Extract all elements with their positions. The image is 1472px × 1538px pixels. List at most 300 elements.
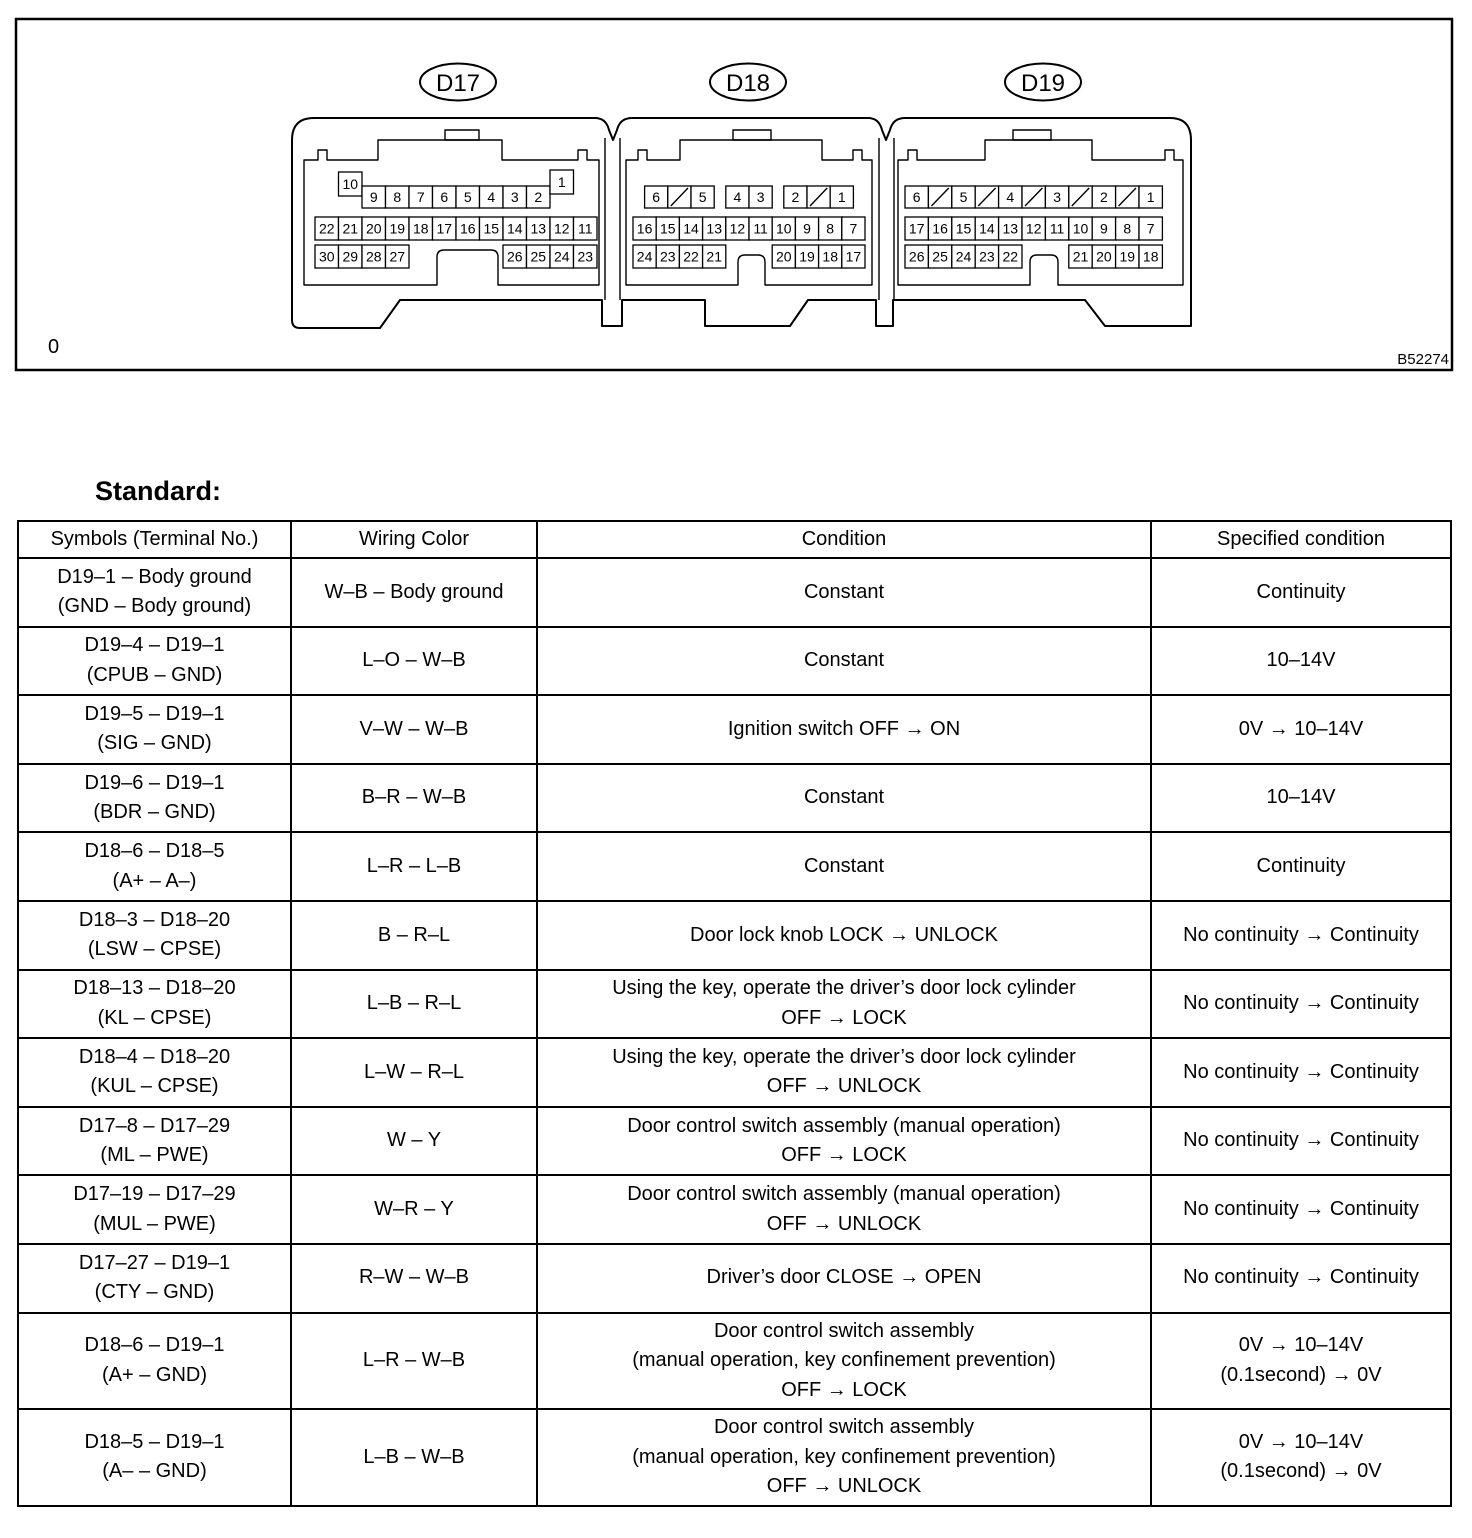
terminal-number: 13: [706, 220, 722, 237]
condition-cell-line: Ignition switch OFF → ON: [727, 717, 961, 740]
terminal-d19-18: [1139, 245, 1162, 268]
terminal-number: 15: [955, 220, 972, 237]
symbols-cell: [18, 1313, 291, 1410]
connector-label-text: D17: [435, 70, 481, 97]
symbols-cell: [18, 1175, 291, 1244]
condition-cell-line: OFF → LOCK: [781, 1006, 907, 1029]
latch-d18: [733, 130, 771, 140]
terminal-d18-13: [703, 217, 726, 240]
terminal-d19-26: [905, 245, 928, 268]
specified-condition-cell-line: 0V → 10–14V: [1238, 717, 1364, 740]
terminal-d18-8: [819, 217, 842, 240]
unused-cavity: [1116, 186, 1139, 208]
terminal-number: 23: [660, 248, 676, 265]
terminal-d17-1: [550, 170, 574, 194]
terminal-d19-1: [1139, 186, 1162, 208]
terminal-number: 5: [959, 189, 968, 205]
terminal-d17-11: [574, 217, 598, 240]
specified-condition-cell: [1151, 695, 1451, 764]
terminal-number: 2: [791, 189, 800, 205]
table-row: [18, 970, 1451, 1039]
symbols-cell: [18, 764, 291, 833]
connector-label-d18: [710, 64, 786, 101]
table-row: [18, 1038, 1451, 1107]
condition-cell-line: Using the key, operate the driver’s door lock cylinder: [612, 1045, 1076, 1068]
specified-condition-cell-line: No continuity → Continuity: [1183, 1129, 1419, 1152]
condition-cell-line: Door lock knob LOCK → UNLOCK: [690, 923, 998, 946]
table-row: [18, 1313, 1451, 1410]
condition-cell: [537, 1409, 1151, 1506]
terminal-number: 10: [1072, 220, 1089, 237]
wiring-color-cell: [291, 1313, 537, 1410]
condition-cell: [537, 1107, 1151, 1176]
specified-condition-cell-line: (0.1second) → 0V: [1220, 1363, 1382, 1386]
terminal-d19-20: [1092, 245, 1115, 268]
terminal-number: 12: [1025, 220, 1042, 237]
latch-d19: [1013, 130, 1051, 140]
symbols-cell: [18, 558, 291, 627]
terminal-number: 26: [506, 248, 523, 265]
specified-condition-cell: [1151, 627, 1451, 696]
symbols-cell-line: (GND – Body ground): [57, 595, 252, 618]
terminal-number: 18: [822, 248, 838, 265]
terminal-d18-4: [726, 186, 749, 208]
terminal-d18-16: [633, 217, 656, 240]
table-header-row: [18, 521, 1451, 558]
terminal-d18-6: [645, 186, 668, 208]
wiring-color-cell-line: L–B – R–L: [366, 992, 462, 1015]
terminal-d19-11: [1045, 217, 1068, 240]
terminal-number: 17: [845, 248, 862, 265]
specified-condition-cell: [1151, 1244, 1451, 1313]
terminal-number: 8: [393, 189, 402, 205]
terminal-d17-20: [362, 217, 386, 240]
wiring-color-cell: [291, 970, 537, 1039]
standard-table: [17, 520, 1452, 1507]
condition-cell: [537, 695, 1151, 764]
symbols-cell-line: (LSW – CPSE): [87, 938, 222, 961]
terminal-d17-9: [362, 186, 386, 208]
condition-cell: [537, 1244, 1151, 1313]
terminal-d18-3: [749, 186, 772, 208]
terminal-d18-24: [633, 245, 656, 268]
terminal-d17-24: [550, 245, 574, 268]
symbols-cell-line: D18–5 – D19–1: [84, 1430, 225, 1453]
symbols-cell-line: (A– – GND): [102, 1460, 207, 1483]
condition-cell-line: OFF → UNLOCK: [766, 1075, 922, 1098]
specified-condition-cell-line: No continuity → Continuity: [1183, 1060, 1419, 1083]
terminal-number: 7: [849, 220, 858, 237]
condition-cell-line: (manual operation, key confinement prevention): [632, 1349, 1056, 1372]
terminal-number: 24: [955, 248, 972, 265]
condition-cell-line: Constant: [803, 580, 885, 603]
terminal-d18-15: [656, 217, 679, 240]
connector-label-text: D18: [725, 70, 771, 97]
connector-diagram: [0, 0, 1472, 380]
condition-cell-line: Door control switch assembly (manual operation): [627, 1183, 1061, 1206]
connector-label-text: D19: [1020, 70, 1066, 97]
symbols-cell-line: (KL – CPSE): [97, 1006, 212, 1029]
terminal-d17-2: [527, 186, 551, 208]
terminal-number: 23: [577, 248, 594, 265]
terminal-d19-3: [1045, 186, 1068, 208]
terminal-d17-14: [503, 217, 527, 240]
terminal-number: 2: [1100, 189, 1108, 205]
terminal-number: 22: [683, 248, 699, 265]
condition-cell-line: OFF → UNLOCK: [766, 1475, 922, 1498]
symbols-cell-line: D18–6 – D19–1: [84, 1334, 225, 1357]
terminal-d19-23: [975, 245, 998, 268]
column-header-symbols: Symbols (Terminal No.): [18, 521, 291, 558]
corner-mark: 0: [48, 336, 60, 358]
terminal-number: 12: [553, 220, 570, 237]
specified-condition-cell: [1151, 764, 1451, 833]
terminal-d19-21: [1069, 245, 1092, 268]
wiring-color-cell-line: V–W – W–B: [359, 717, 469, 740]
terminal-d17-30: [315, 245, 339, 268]
specified-condition-cell: [1151, 1038, 1451, 1107]
terminal-number: 16: [932, 220, 948, 237]
wiring-color-cell: [291, 558, 537, 627]
terminal-d17-15: [480, 217, 504, 240]
terminal-number: 7: [1146, 220, 1155, 237]
terminal-d17-12: [550, 217, 574, 240]
terminal-d19-8: [1116, 217, 1139, 240]
terminal-number: 15: [483, 220, 500, 237]
terminal-d17-25: [527, 245, 551, 268]
terminal-d17-23: [574, 245, 598, 268]
table-body: [18, 558, 1451, 1506]
specified-condition-cell: [1151, 832, 1451, 901]
terminal-number: 8: [826, 220, 835, 237]
unused-cavity: [668, 186, 691, 208]
wiring-color-cell: [291, 1038, 537, 1107]
specified-condition-cell-line: 0V → 10–14V: [1238, 1334, 1364, 1357]
symbols-cell-line: (A+ – GND): [101, 1363, 208, 1386]
table-row: [18, 1175, 1451, 1244]
terminal-number: 18: [1142, 248, 1159, 265]
symbols-cell-line: D18–6 – D18–5: [84, 840, 225, 863]
terminal-d18-22: [679, 245, 702, 268]
condition-cell: [537, 901, 1151, 970]
symbols-cell: [18, 1038, 291, 1107]
terminal-d17-4: [480, 186, 504, 208]
specified-condition-cell-line: 10–14V: [1266, 786, 1336, 809]
terminal-number: 1: [1146, 189, 1155, 205]
condition-cell: [537, 558, 1151, 627]
terminal-d19-13: [999, 217, 1022, 240]
terminal-d18-18: [819, 245, 842, 268]
unused-cavity: [928, 186, 951, 208]
terminal-number: 24: [553, 248, 570, 265]
terminal-d19-19: [1116, 245, 1139, 268]
wiring-color-cell: [291, 1107, 537, 1176]
terminal-number: 4: [1006, 189, 1015, 205]
terminal-number: 8: [1123, 220, 1132, 237]
terminal-number: 30: [318, 248, 335, 265]
symbols-cell-line: (BDR – GND): [93, 801, 216, 824]
symbols-cell-line: (KUL – CPSE): [90, 1075, 219, 1098]
terminal-number: 5: [463, 189, 472, 205]
specified-condition-cell: [1151, 1175, 1451, 1244]
terminal-d19-2: [1092, 186, 1115, 208]
symbols-cell: [18, 832, 291, 901]
standard-heading: Standard:: [95, 476, 222, 506]
terminal-number: 19: [1119, 248, 1136, 265]
terminal-d17-5: [456, 186, 480, 208]
latch-d17: [445, 130, 479, 140]
unused-cavity: [1069, 186, 1092, 208]
terminal-d19-15: [952, 217, 975, 240]
terminal-d18-7: [842, 217, 865, 240]
terminal-number: 20: [365, 220, 382, 237]
specified-condition-cell-line: Continuity: [1256, 580, 1346, 603]
terminal-d17-10: [339, 172, 363, 196]
terminal-number: 23: [979, 248, 995, 265]
symbols-cell-line: D17–8 – D17–29: [78, 1114, 231, 1137]
wiring-color-cell-line: W–B – Body ground: [324, 580, 504, 603]
wiring-color-cell: [291, 1175, 537, 1244]
terminal-number: 20: [776, 248, 792, 265]
symbols-cell-line: (CTY – GND): [94, 1281, 215, 1304]
terminal-number: 9: [1100, 220, 1108, 237]
terminal-cells: [315, 170, 1162, 268]
connector-label-d19: [1005, 64, 1081, 101]
wiring-color-cell-line: W – Y: [386, 1129, 442, 1152]
specified-condition-cell: [1151, 1107, 1451, 1176]
specified-condition-cell: [1151, 1313, 1451, 1410]
table-row: [18, 1409, 1451, 1506]
terminal-d19-12: [1022, 217, 1045, 240]
terminal-number: 18: [412, 220, 429, 237]
terminal-d17-26: [503, 245, 527, 268]
column-header-condition: Condition: [537, 521, 1151, 558]
terminal-number: 9: [369, 189, 378, 205]
terminal-d17-8: [386, 186, 410, 208]
terminal-number: 24: [636, 248, 653, 265]
wiring-color-cell: [291, 901, 537, 970]
specified-condition-cell-line: 10–14V: [1266, 649, 1336, 672]
terminal-number: 2: [534, 189, 543, 205]
terminal-number: 22: [318, 220, 335, 237]
condition-cell-line: Using the key, operate the driver’s door lock cylinder: [612, 977, 1076, 1000]
terminal-number: 11: [577, 220, 593, 237]
terminal-d18-19: [795, 245, 818, 268]
terminal-number: 28: [365, 248, 382, 265]
connector-label-d17: [420, 64, 496, 101]
condition-cell-line: Constant: [803, 786, 885, 809]
condition-cell-line: OFF → LOCK: [781, 1378, 907, 1401]
symbols-cell: [18, 627, 291, 696]
specified-condition-cell-line: No continuity → Continuity: [1183, 923, 1419, 946]
terminal-number: 11: [1049, 220, 1065, 237]
terminal-number: 22: [1002, 248, 1019, 265]
terminal-d19-10: [1069, 217, 1092, 240]
symbols-cell-line: (MUL – PWE): [93, 1212, 216, 1235]
symbols-cell-line: D19–4 – D19–1: [84, 634, 225, 657]
table-row: [18, 1107, 1451, 1176]
condition-cell-line: Driver’s door CLOSE → OPEN: [706, 1266, 982, 1289]
terminal-d17-29: [339, 245, 363, 268]
terminal-number: 19: [799, 248, 815, 265]
specified-condition-cell: [1151, 970, 1451, 1039]
terminal-number: 26: [908, 248, 925, 265]
terminal-number: 14: [506, 220, 523, 237]
terminal-number: 29: [342, 248, 359, 265]
condition-cell: [537, 627, 1151, 696]
terminal-d17-27: [386, 245, 410, 268]
terminal-number: 10: [776, 220, 792, 237]
wiring-color-cell-line: B–R – W–B: [361, 786, 467, 809]
terminal-number: 12: [729, 220, 746, 237]
symbols-cell-line: (CPUB – GND): [86, 663, 223, 686]
terminal-d17-28: [362, 245, 386, 268]
unused-cavity: [1022, 186, 1045, 208]
symbols-cell: [18, 970, 291, 1039]
terminal-d19-25: [928, 245, 951, 268]
condition-cell-line: Door control switch assembly: [713, 1416, 975, 1439]
terminal-number: 25: [530, 248, 547, 265]
specified-condition-cell-line: No continuity → Continuity: [1183, 1266, 1419, 1289]
table-row: [18, 832, 1451, 901]
specified-condition-cell: [1151, 1409, 1451, 1506]
terminal-d18-1: [830, 186, 853, 208]
terminal-number: 15: [660, 220, 676, 237]
terminal-d18-14: [679, 217, 702, 240]
terminal-number: 3: [510, 189, 519, 205]
terminal-d18-2: [784, 186, 807, 208]
symbols-cell-line: (ML – PWE): [100, 1144, 209, 1167]
unused-cavity: [975, 186, 998, 208]
terminal-d17-21: [339, 217, 363, 240]
terminal-d18-9: [795, 217, 818, 240]
terminal-d17-19: [386, 217, 410, 240]
table-row: [18, 627, 1451, 696]
terminal-d19-17: [905, 217, 928, 240]
terminal-number: 6: [912, 189, 921, 205]
symbols-cell-line: (SIG – GND): [97, 732, 212, 755]
symbols-cell-line: D17–19 – D17–29: [73, 1183, 236, 1206]
specified-condition-cell: [1151, 558, 1451, 627]
table-row: [18, 901, 1451, 970]
terminal-d18-20: [772, 245, 795, 268]
symbols-cell-line: D18–4 – D18–20: [78, 1045, 231, 1068]
condition-cell-line: Door control switch assembly: [713, 1319, 975, 1342]
condition-cell-line: Door control switch assembly (manual operation): [627, 1114, 1061, 1137]
column-header-specified: Specified condition: [1151, 521, 1451, 558]
condition-cell: [537, 1313, 1151, 1410]
terminal-d19-7: [1139, 217, 1162, 240]
terminal-d17-18: [409, 217, 433, 240]
symbols-cell: [18, 901, 291, 970]
condition-cell: [537, 1038, 1151, 1107]
wiring-color-cell-line: L–B – W–B: [363, 1445, 465, 1468]
wiring-color-cell: [291, 1409, 537, 1506]
condition-cell-line: OFF → UNLOCK: [766, 1212, 922, 1235]
unused-cavity: [807, 186, 830, 208]
condition-cell-line: Constant: [803, 854, 885, 877]
terminal-number: 25: [932, 248, 948, 265]
terminal-number: 13: [1002, 220, 1019, 237]
terminal-number: 27: [389, 248, 406, 265]
terminal-number: 10: [342, 176, 359, 192]
symbols-cell-line: D19–6 – D19–1: [84, 771, 225, 794]
symbols-cell: [18, 1409, 291, 1506]
condition-cell: [537, 970, 1151, 1039]
wiring-color-cell: [291, 695, 537, 764]
terminal-number: 16: [459, 220, 476, 237]
terminal-number: 17: [436, 220, 453, 237]
condition-cell: [537, 1175, 1151, 1244]
specified-condition-cell-line: Continuity: [1256, 854, 1346, 877]
terminal-d18-21: [703, 245, 726, 268]
table-row: [18, 695, 1451, 764]
symbols-cell-line: D19–1 – Body ground: [57, 565, 252, 588]
terminal-d19-24: [952, 245, 975, 268]
terminal-d18-5: [691, 186, 714, 208]
terminal-d17-16: [456, 217, 480, 240]
terminal-d17-17: [433, 217, 457, 240]
terminal-d18-11: [749, 217, 772, 240]
terminal-number: 17: [908, 220, 925, 237]
wiring-color-cell: [291, 764, 537, 833]
terminal-d19-4: [999, 186, 1022, 208]
terminal-number: 9: [803, 220, 811, 237]
terminal-d18-23: [656, 245, 679, 268]
wiring-color-cell-line: W–R – Y: [374, 1197, 454, 1220]
terminal-d19-9: [1092, 217, 1115, 240]
symbols-cell-line: (A+ – A–): [112, 869, 197, 892]
terminal-number: 4: [733, 189, 742, 205]
terminal-number: 4: [487, 189, 496, 205]
symbols-cell-line: D18–3 – D18–20: [78, 908, 231, 931]
wiring-color-cell: [291, 1244, 537, 1313]
wiring-color-cell-line: L–R – W–B: [362, 1349, 466, 1372]
table-row: [18, 764, 1451, 833]
terminal-number: 1: [837, 189, 846, 205]
symbols-cell: [18, 1244, 291, 1313]
specified-condition-cell-line: (0.1second) → 0V: [1220, 1460, 1382, 1483]
terminal-d19-14: [975, 217, 998, 240]
condition-cell: [537, 764, 1151, 833]
condition-cell-line: (manual operation, key confinement prevention): [632, 1445, 1056, 1468]
terminal-d18-17: [842, 245, 865, 268]
wiring-color-cell-line: L–R – L–B: [366, 854, 462, 877]
table-row: [18, 558, 1451, 627]
terminal-number: 21: [1072, 248, 1089, 265]
wiring-color-cell-line: L–O – W–B: [362, 649, 466, 672]
terminal-number: 21: [706, 248, 722, 265]
terminal-d19-16: [928, 217, 951, 240]
wiring-color-cell: [291, 832, 537, 901]
terminal-number: 21: [342, 220, 359, 237]
terminal-d18-10: [772, 217, 795, 240]
wiring-color-cell: [291, 627, 537, 696]
terminal-d17-13: [527, 217, 551, 240]
terminal-number: 7: [416, 189, 425, 205]
wiring-color-cell-line: L–W – R–L: [363, 1060, 465, 1083]
column-header-wiring: Wiring Color: [291, 521, 537, 558]
condition-cell-line: OFF → LOCK: [781, 1144, 907, 1167]
specified-condition-cell-line: No continuity → Continuity: [1183, 992, 1419, 1015]
specified-condition-cell-line: No continuity → Continuity: [1183, 1197, 1419, 1220]
terminal-number: 11: [753, 220, 768, 237]
condition-cell-line: Constant: [803, 649, 885, 672]
terminal-number: 14: [979, 220, 995, 237]
terminal-number: 6: [652, 189, 661, 205]
terminal-d17-22: [315, 217, 339, 240]
terminal-number: 3: [1053, 189, 1061, 205]
